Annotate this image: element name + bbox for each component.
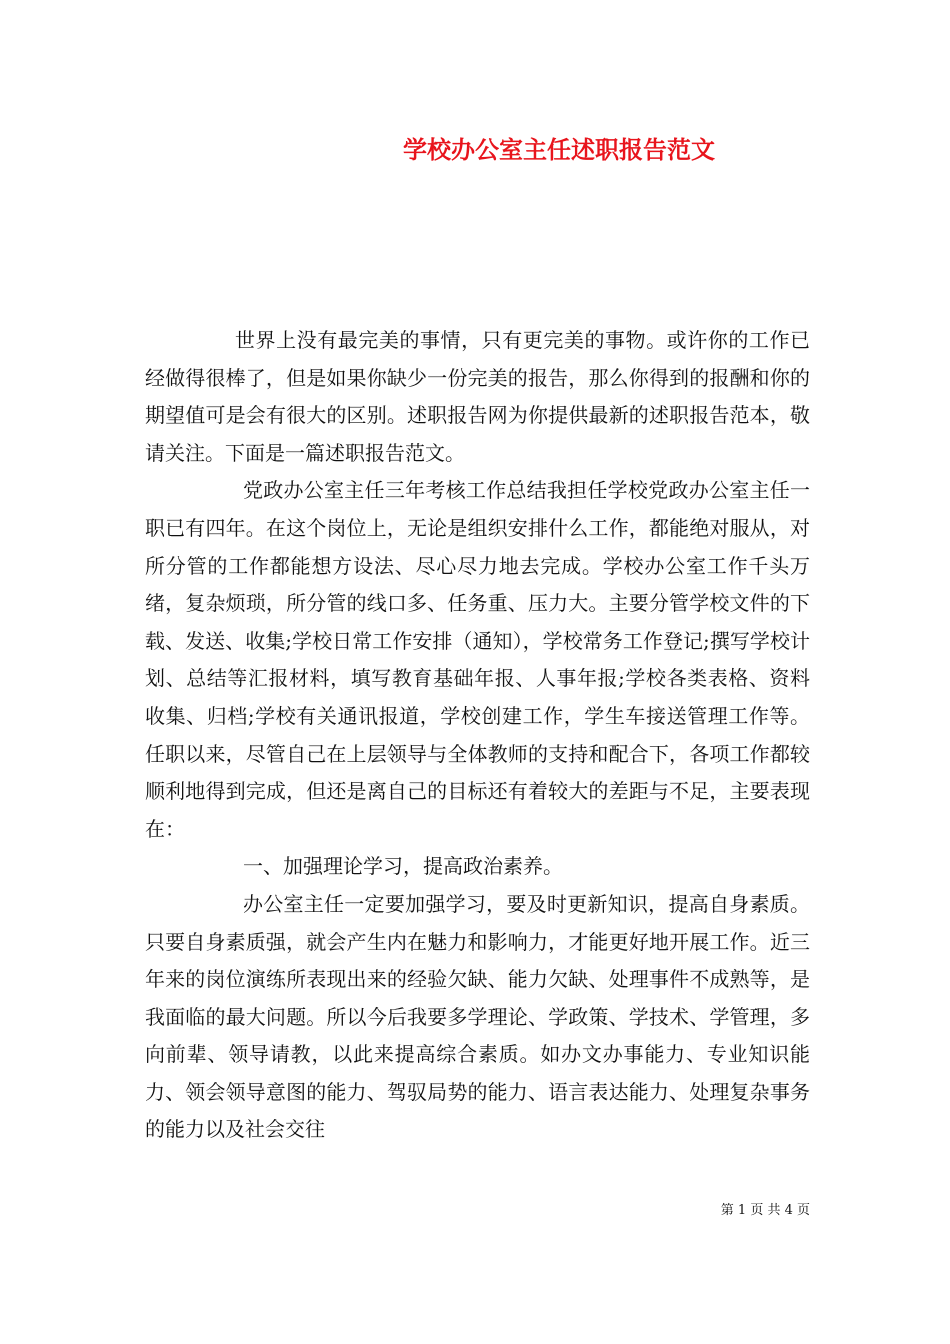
document-title: 学校办公室主任述职报告范文 xyxy=(403,135,715,164)
section-paragraph: 办公室主任一定要加强学习，要及时更新知识，提高自身素质。只要自身素质强，就会产生内在魅力和影响力，才能更好地开展工作。近三年来的岗位演练所表现出来的经验欠缺、能力欠缺、处理事件不成熟等，是我面临的最大问题。所以今后我要多学理论、学政策、学技术、学管理，多向前辈、领导请教，以此来提高综合素质。如办文办事能力、专业知识能力、领会领导意图的能力、驾驭局势的能力、语言表达能力、处理复杂事务的能力以及社会交往 xyxy=(145,891,810,1142)
page-footer: 第 1 页 共 4 页 xyxy=(720,1203,810,1218)
document-body xyxy=(145,322,810,1149)
summary-paragraph: 党政办公室主任三年考核工作总结我担任学校党政办公室主任一职已有四年。在这个岗位上，无论是组织安排什么工作，都能绝对服从，对所分管的工作都能想方设法、尽心尽力地去完成。学校办公室工作千头万绪，复杂烦琐，所分管的线口多、任务重、压力大。主要分管学校文件的下载、发送、收集;学校日常工作安排（通知），学校常务工作登记;撰写学校计划、总结等汇报材料，填写教育基础年报、人事年报;学校各类表格、资料收集、归档;学校有关通讯报道，学校创建工作，学生车接送管理工作等。任职以来，尽管自己在上层领导与全体教师的支持和配合下，各项工作都较顺利地得到完成，但还是离自己的目标还有着较大的差距与不足，主要表现在： xyxy=(145,478,810,841)
section-heading: 一、加强理论学习，提高政治素养。 xyxy=(243,854,563,879)
intro-paragraph: 世界上没有最完美的事情，只有更完美的事物。或许你的工作已经做得很棒了，但是如果你缺少一份完美的报告，那么你得到的报酬和你的期望值可是会有很大的区别。述职报告网为你提供最新的述职报告范本，敬请关注。下面是一篇述职报告范文。 xyxy=(145,328,810,465)
